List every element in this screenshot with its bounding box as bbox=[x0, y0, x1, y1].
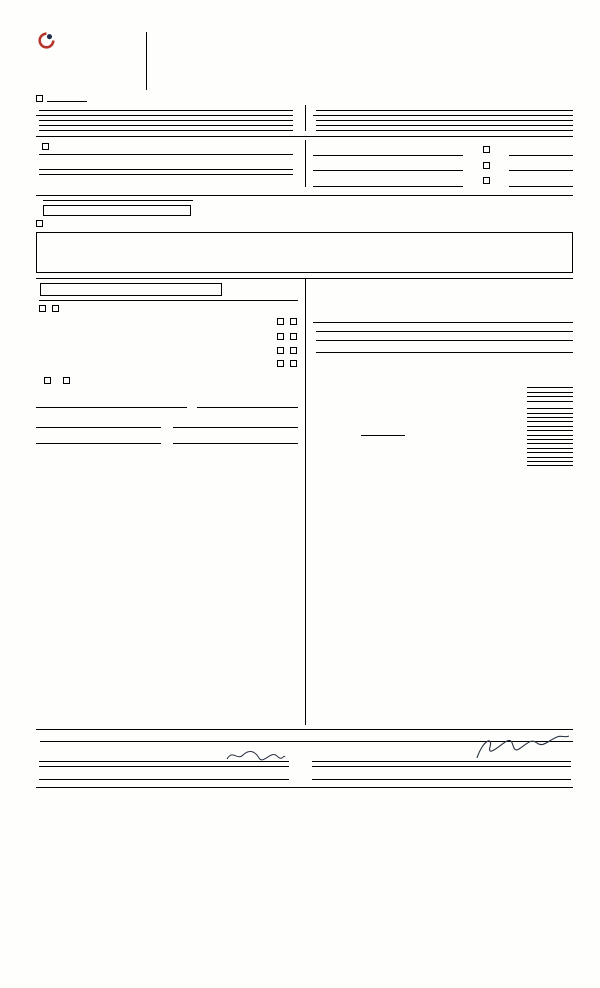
grantor-signature-scribble bbox=[225, 747, 287, 763]
partial-sale-checkbox bbox=[36, 95, 43, 102]
revenue-logo-icon bbox=[38, 32, 55, 49]
tax-row bbox=[313, 387, 574, 388]
tax-value bbox=[527, 430, 573, 431]
parcel-number-blank bbox=[313, 186, 464, 187]
tax-row bbox=[313, 443, 574, 444]
title-block bbox=[146, 32, 573, 90]
current-use-yes-checkbox bbox=[277, 347, 284, 354]
tax-row bbox=[313, 452, 574, 453]
owner-signature-line bbox=[36, 419, 161, 428]
parties-section bbox=[36, 105, 573, 131]
right-column bbox=[305, 279, 574, 725]
historic-no-checkbox-checked bbox=[290, 360, 297, 367]
certify-underline bbox=[40, 733, 573, 742]
tax-row bbox=[313, 396, 574, 397]
q2-no-checkbox-checked bbox=[290, 318, 297, 325]
personal-property-checkbox bbox=[483, 177, 490, 184]
tax-row bbox=[313, 392, 574, 393]
tax-row bbox=[313, 430, 574, 431]
buyer-csz-value bbox=[316, 125, 574, 126]
tax-value bbox=[527, 392, 573, 393]
personal-property-checkbox bbox=[483, 146, 490, 153]
grantee-signature-block bbox=[305, 747, 574, 780]
personal-property-checkbox bbox=[483, 162, 490, 169]
header bbox=[36, 32, 573, 90]
parcel-table bbox=[305, 140, 574, 186]
tax-row bbox=[313, 426, 574, 427]
local-rate-value bbox=[361, 435, 405, 436]
q1-yes-checkbox bbox=[39, 305, 46, 312]
agency-block bbox=[36, 32, 146, 90]
parcel-row bbox=[313, 162, 574, 171]
property-location-section bbox=[36, 195, 573, 273]
seller-name-value bbox=[39, 110, 293, 111]
additional-codes-blank bbox=[39, 300, 298, 301]
legal-description-box bbox=[36, 232, 573, 273]
doc-date-cell bbox=[316, 344, 574, 353]
does-not-checkbox bbox=[63, 377, 70, 384]
owner-printname-line bbox=[36, 435, 161, 444]
wac-number-value bbox=[316, 331, 574, 332]
forest-yes-checkbox bbox=[277, 333, 284, 340]
this-land-row bbox=[36, 377, 298, 387]
seller-name-value-2 bbox=[36, 115, 293, 116]
tax-value bbox=[527, 439, 573, 440]
correspondence-left bbox=[36, 140, 305, 186]
partial-percent-blank bbox=[47, 101, 87, 102]
form-content bbox=[36, 32, 573, 805]
new-owner-printname-row bbox=[36, 435, 298, 445]
owner-printname-line bbox=[173, 435, 298, 444]
grantee-signature-line bbox=[312, 751, 572, 762]
doc-type-value bbox=[316, 340, 574, 341]
tax-value bbox=[527, 443, 573, 444]
grantor-signature-line bbox=[39, 751, 289, 762]
tax-value bbox=[527, 452, 573, 453]
segregated-checkbox bbox=[36, 220, 43, 227]
tax-value bbox=[527, 448, 573, 449]
tax-row bbox=[313, 439, 574, 440]
parcel-number-value bbox=[313, 155, 464, 156]
personal-property-blank bbox=[313, 313, 574, 323]
q1-no-checkbox-checked bbox=[52, 305, 59, 312]
parcel-number-blank bbox=[313, 170, 464, 171]
historic-yes-checkbox bbox=[277, 360, 284, 367]
owner-signature-line bbox=[173, 419, 298, 428]
tax-row bbox=[313, 417, 574, 418]
does-checkbox bbox=[44, 377, 51, 384]
grantor-name-print-value bbox=[39, 766, 289, 767]
buyer-mailing-value bbox=[316, 120, 574, 121]
buyer-section bbox=[305, 105, 574, 131]
street-address-value bbox=[43, 200, 193, 201]
seller-section bbox=[36, 105, 305, 131]
tax-row bbox=[313, 421, 574, 422]
tax-value bbox=[527, 387, 573, 388]
grantee-name-print-value bbox=[312, 766, 572, 767]
certification-section bbox=[36, 729, 573, 780]
tax-row bbox=[313, 461, 574, 462]
total-due-value bbox=[527, 465, 573, 466]
partial-sale-row bbox=[36, 94, 573, 102]
assessed-value bbox=[509, 170, 573, 171]
assessed-value bbox=[509, 186, 573, 187]
deputy-date-line bbox=[197, 399, 298, 408]
tax-value bbox=[527, 417, 573, 418]
new-owner-signature-row bbox=[36, 419, 298, 429]
tax-row bbox=[313, 448, 574, 449]
corr-mailing-blank bbox=[39, 169, 293, 170]
corr-csz-blank bbox=[39, 174, 293, 175]
current-use-no-checkbox-checked bbox=[290, 347, 297, 354]
tax-value bbox=[527, 408, 573, 409]
tax-value bbox=[527, 413, 573, 414]
grantor-signature-block bbox=[36, 747, 305, 780]
tax-value bbox=[527, 396, 573, 397]
buyer-name-value-2 bbox=[313, 115, 574, 116]
tax-value bbox=[527, 401, 573, 402]
total-due-row bbox=[313, 465, 574, 466]
main-columns bbox=[36, 278, 573, 725]
seller-csz-value bbox=[39, 125, 293, 126]
tax-value bbox=[527, 421, 573, 422]
deputy-assessor-row bbox=[36, 399, 298, 409]
deputy-signature-line bbox=[36, 399, 187, 408]
tax-value bbox=[527, 457, 573, 458]
left-column bbox=[36, 279, 305, 725]
tax-value bbox=[527, 426, 573, 427]
parcel-row bbox=[313, 177, 574, 186]
tax-row bbox=[313, 413, 574, 414]
forest-no-checkbox-checked bbox=[290, 333, 297, 340]
buyer-name-value bbox=[316, 110, 574, 111]
same-as-buyer-checkbox-checked bbox=[42, 143, 49, 150]
footer-row bbox=[36, 797, 573, 805]
footer bbox=[36, 787, 573, 805]
tax-row bbox=[313, 401, 574, 402]
grantor-date-city-cell bbox=[39, 771, 289, 780]
ownership-percentage-note bbox=[305, 94, 574, 102]
land-use-code-box bbox=[40, 283, 222, 296]
tax-value bbox=[527, 461, 573, 462]
tax-row bbox=[313, 457, 574, 458]
assessed-value bbox=[509, 155, 573, 156]
seller-mailing-value bbox=[39, 120, 293, 121]
parcel-row bbox=[313, 146, 574, 155]
corr-name-blank bbox=[39, 154, 293, 155]
correspondence-section bbox=[36, 136, 573, 190]
local-rate-row bbox=[313, 435, 574, 436]
grantee-date-city-cell bbox=[312, 771, 572, 780]
tax-row bbox=[313, 408, 574, 409]
buyer-phone-value bbox=[316, 130, 574, 131]
seller-phone-value bbox=[39, 130, 293, 131]
q2-yes-checkbox bbox=[277, 318, 284, 325]
tax-value bbox=[527, 435, 573, 436]
located-in-value-box bbox=[43, 205, 191, 216]
